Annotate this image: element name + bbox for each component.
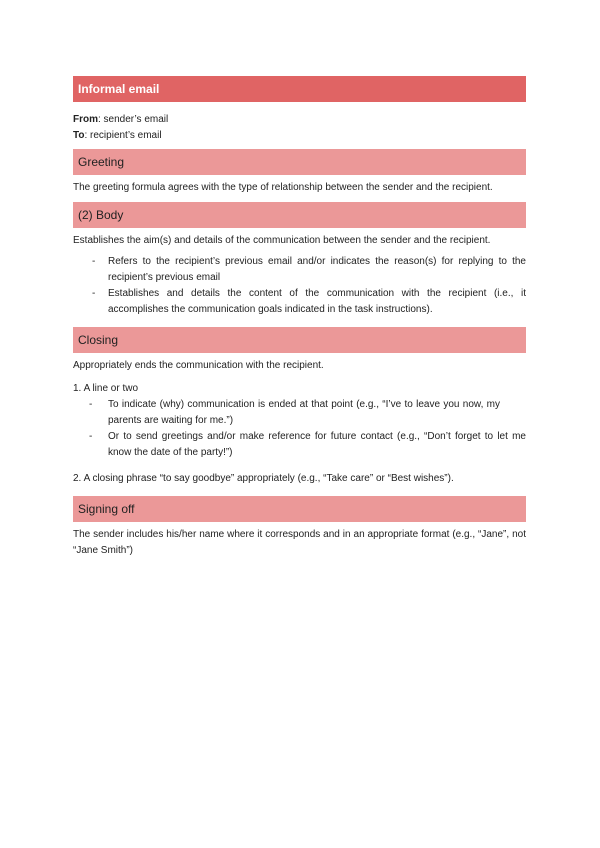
body-text: Establishes the aim(s) and details of the communication between the sender and the recipient. bbox=[73, 235, 491, 246]
closing-item-2: 2. A closing phrase “to say goodbye” appropriately (e.g., “Take care” or “Best wishes”). bbox=[73, 473, 454, 484]
dash-marker: - bbox=[92, 288, 96, 299]
list-item bbox=[92, 254, 526, 286]
list-item bbox=[92, 286, 526, 318]
closing-bullets bbox=[89, 397, 526, 461]
bullet-text: Refers to the recipient’s previous email and/or indicates the reason(s) for replying to the recipient’s previous email bbox=[108, 256, 526, 283]
from-line bbox=[73, 112, 526, 128]
document bbox=[73, 76, 526, 559]
to-value: : recipient’s email bbox=[84, 130, 162, 141]
dash-marker: - bbox=[89, 431, 93, 442]
section-greeting-heading: Greeting bbox=[73, 149, 526, 175]
from-label: From bbox=[73, 114, 98, 125]
section-signing-heading: Signing off bbox=[73, 496, 526, 522]
bullet-text: Establishes and details the content of the communication with the recipient (i.e., it accomplishes the communication goals indicated in the task instructions). bbox=[108, 288, 526, 315]
signing-text: The sender includes his/her name where it corresponds and in an appropriate format (e.g., “Jane”, not “Jane Smith”) bbox=[73, 529, 526, 556]
section-body-heading: (2) Body bbox=[73, 202, 526, 228]
dash-marker: - bbox=[89, 399, 93, 410]
bullet-text: Or to send greetings and/or make reference for future contact (e.g., “Don’t forget to let me know the date of the party!”) bbox=[108, 431, 526, 458]
document-title: Informal email bbox=[73, 76, 526, 102]
list-item bbox=[89, 429, 526, 461]
dash-marker: - bbox=[92, 256, 96, 267]
from-value: : sender’s email bbox=[98, 114, 169, 125]
to-label: To bbox=[73, 130, 85, 141]
list-item bbox=[89, 397, 526, 429]
to-line bbox=[73, 128, 526, 144]
body-bullets bbox=[92, 254, 526, 318]
closing-item-1: 1. A line or two bbox=[73, 383, 139, 394]
greeting-text: The greeting formula agrees with the type of relationship between the sender and the recipient. bbox=[73, 182, 493, 193]
bullet-text: To indicate (why) communication is ended at that point (e.g., “I’ve to leave you now, my parents are waiting for me.”) bbox=[108, 399, 500, 426]
section-closing-heading: Closing bbox=[73, 327, 526, 353]
closing-text: Appropriately ends the communication with the recipient. bbox=[73, 360, 324, 371]
